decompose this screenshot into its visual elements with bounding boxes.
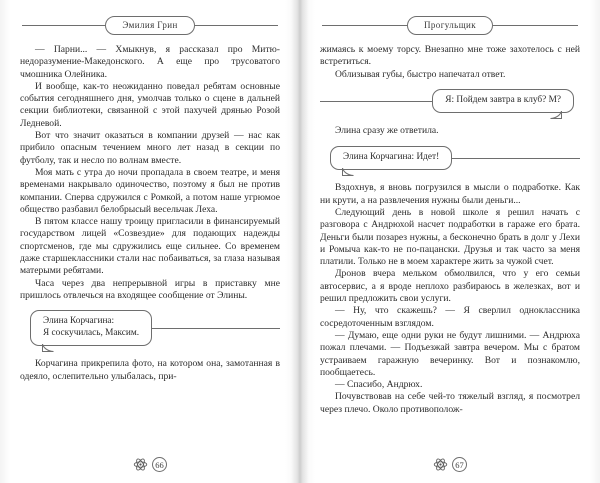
bubble-tail-icon [41, 344, 54, 352]
author-name-pill: Эмилия Грин [105, 16, 194, 35]
paragraph: Вздохнув, я вновь погрузился в мысли о подработке. Как ни крути, а на развлечения нужны были деньги... [320, 182, 580, 206]
right-page-footer [300, 457, 600, 472]
bubble-divider-line [452, 158, 580, 159]
bubble-divider-line [320, 101, 432, 102]
right-page [300, 0, 600, 483]
paragraph: Моя мать с утра до ночи пропадала в своем театре, и меня временами накрывало одиночество, поэтому я был не против компании. Сперва сдружился с Ромкой, а потом наше угрюмое общество разбавил белобрысый весельчак Леха. [20, 166, 280, 215]
paragraph: — Ну, что скажешь? — Я сверлил одноклассника сосредоточенным взглядом. [320, 305, 580, 329]
paragraph: Облизывая губы, быстро напечатал ответ. [335, 68, 506, 80]
message-bubble-row [20, 310, 280, 346]
message-text: Идет! [416, 151, 440, 162]
message-bubble-row [320, 146, 580, 171]
right-page-header [322, 16, 578, 35]
paragraph: жимаясь к моему торсу. Внезапно мне тоже захотелось с ней встретиться. [320, 44, 580, 68]
paragraph: В пятом классе нашу троицу пригласили в финансируемый государством лицей «Созвездие» для подающих надежды спортсменов, где мы сдружились еще сильнее. Со временем даже старшеклассники стали нас побаиваться, за глаза называя матерыми ребятами. [20, 216, 280, 277]
paragraph: — Парни... — Хмыкнув, я рассказал про Митю-недоразумение-Македонского. А еще про трусоватого чмошника Олейника. [20, 44, 280, 80]
atom-icon [433, 457, 448, 472]
paragraph: Дронов вчера мельком обмолвился, что у его семьи автосервис, а я вроде неплохо разбираюсь в железках, вот и решил предложить свои услуги. [320, 268, 580, 305]
paragraph: Элина сразу же ответила. [335, 125, 439, 137]
left-page-header [22, 16, 278, 35]
paragraph: Часа через два непрерывной игры в приставку мне пришлось отвлечься на входящее сообщение от Элины. [20, 277, 280, 301]
message-bubble-elina [330, 146, 452, 171]
page-number: 67 [452, 457, 467, 472]
book-title-pill: Прогульщик [407, 16, 493, 35]
left-page-body [20, 44, 280, 383]
message-bubble-me [432, 89, 574, 114]
header-divider-line [493, 25, 578, 26]
paragraph: — Спасибо, Андрюх. [335, 379, 423, 391]
bubble-divider-line [152, 328, 280, 329]
message-text: Пойдем завтра в клуб? М? [456, 94, 561, 105]
atom-icon [133, 457, 148, 472]
message-bubble-row [320, 89, 580, 114]
paragraph: И вообще, как-то неожиданно поведал ребятам основные события сегодняшнего дня, умолчав только о сцене в дальней секции библиотеки, связанной с этой пахучей дрянью Розой Ледневой. [20, 80, 280, 129]
header-divider-line [322, 25, 407, 26]
bubble-tail-icon [341, 168, 354, 176]
message-sender: Элина Корчагина: [343, 151, 415, 162]
header-divider-line [195, 25, 278, 26]
message-bubble-elina [30, 310, 152, 346]
header-divider-line [22, 25, 105, 26]
message-text: Я соскучилась, Максим. [43, 327, 140, 338]
paragraph: Вот что значит оказаться в компании друзей — нас как прибило опасным течением много лет назад в секции по футболу, так и несло по волнам вместе. [20, 130, 280, 166]
paragraph: Корчагина прикрепила фото, на котором она, замотанная в одеяло, ослепительно улыбалась, при- [20, 358, 280, 382]
page-number: 66 [152, 457, 167, 472]
message-sender: Элина Корчагина: [43, 316, 115, 327]
paragraph: Почувствовав на себе чей-то тяжелый взгляд, я посмотрел через плечо. Около противополож- [320, 391, 580, 415]
paragraph: — Думаю, еще одни руки не будут лишними. — Андрюха пожал плечами. — Подъезжай завтра вечером. Мы с братом устраиваем гаражную вечеринку. Вот и познакомлю, пообщаетесь. [320, 329, 580, 378]
message-sender: Я: [445, 94, 455, 105]
left-page-footer [0, 457, 300, 472]
right-page-body [320, 44, 580, 416]
paragraph: Следующий день в новой школе я решил начать с разговора с Андрюхой насчет подработки в гараже его брата. Деньги были позарез нужны, а бесконечно брать в долг у Лехи и Ромыча как-то не по-пацански. Друзья и так часто за меня платили. Только не в моем характере жить за чужой счет. [320, 206, 580, 268]
bubble-tail-icon [550, 111, 563, 119]
